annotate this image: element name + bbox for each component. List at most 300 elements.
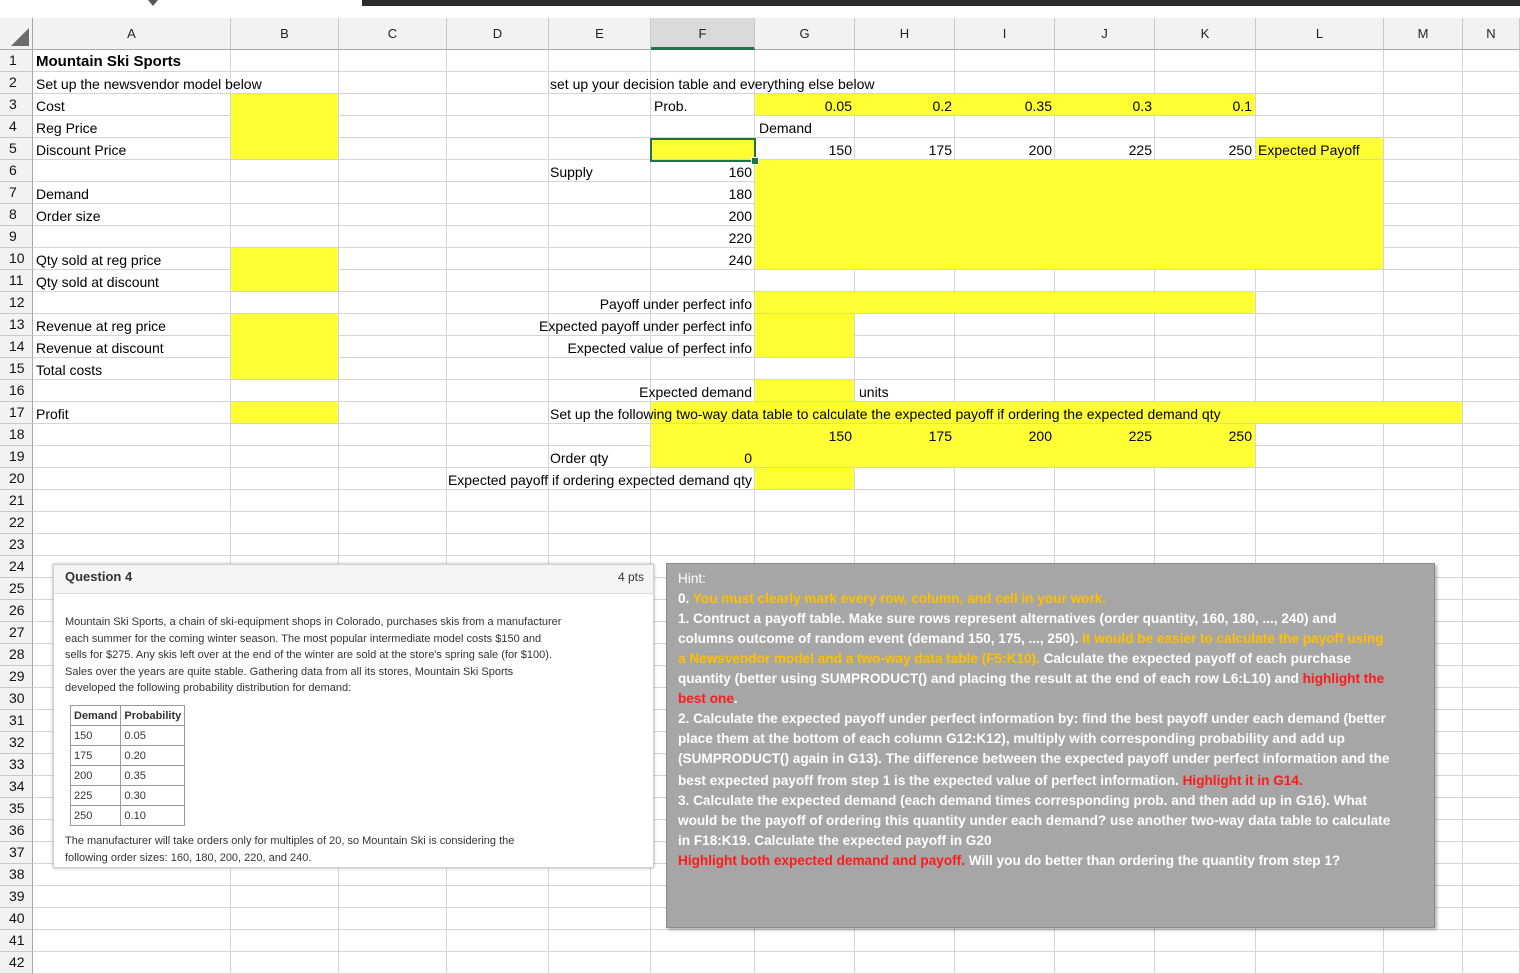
grid-cell[interactable]: [231, 226, 339, 248]
grid-cell[interactable]: [855, 512, 955, 534]
grid-cell[interactable]: [549, 930, 651, 952]
grid-cell[interactable]: [955, 358, 1055, 380]
grid-cell[interactable]: [1384, 358, 1463, 380]
column-header-F[interactable]: F: [651, 18, 755, 50]
grid-cell[interactable]: [1463, 578, 1520, 600]
row-header-2[interactable]: 2: [0, 72, 33, 94]
grid-cell[interactable]: [447, 424, 549, 446]
grid-cell[interactable]: [1055, 358, 1155, 380]
row-header-7[interactable]: 7: [0, 182, 33, 204]
grid-cell[interactable]: [1256, 72, 1384, 94]
grid-cell[interactable]: [339, 336, 447, 358]
row-header-11[interactable]: 11: [0, 270, 33, 292]
grid-cell[interactable]: [1155, 358, 1256, 380]
grid-cell[interactable]: [1463, 842, 1520, 864]
row-header-28[interactable]: 28: [0, 644, 33, 666]
grid-cell[interactable]: [855, 358, 955, 380]
dropdown-arrow-icon[interactable]: [148, 0, 158, 6]
grid-cell[interactable]: [1463, 182, 1520, 204]
row-header-22[interactable]: 22: [0, 512, 33, 534]
grid-cell[interactable]: [231, 446, 339, 468]
grid-cell[interactable]: [755, 930, 855, 952]
row-header-33[interactable]: 33: [0, 754, 33, 776]
grid-cell[interactable]: [549, 248, 651, 270]
grid-cell[interactable]: [1384, 204, 1463, 226]
grid-cell[interactable]: [1155, 534, 1256, 556]
grid-cell[interactable]: [1055, 952, 1155, 974]
active-cell-F5[interactable]: [650, 138, 756, 162]
grid-cell[interactable]: [755, 512, 855, 534]
grid-cell[interactable]: [1256, 446, 1384, 468]
grid-cell[interactable]: [1256, 292, 1384, 314]
grid-cell[interactable]: [1384, 930, 1463, 952]
row-header-36[interactable]: 36: [0, 820, 33, 842]
grid-cell[interactable]: [231, 512, 339, 534]
grid-cell[interactable]: [1055, 512, 1155, 534]
grid-cell[interactable]: [549, 94, 651, 116]
grid-cell[interactable]: [1055, 50, 1155, 72]
column-header-E[interactable]: E: [549, 18, 651, 50]
grid-cell[interactable]: [231, 908, 339, 930]
grid-cell[interactable]: [1384, 160, 1463, 182]
grid-cell[interactable]: [1463, 116, 1520, 138]
grid-cell[interactable]: [1384, 336, 1463, 358]
grid-cell[interactable]: [33, 226, 231, 248]
grid-cell[interactable]: [339, 534, 447, 556]
grid-cell[interactable]: [1256, 490, 1384, 512]
column-header-I[interactable]: I: [955, 18, 1055, 50]
row-header-12[interactable]: 12: [0, 292, 33, 314]
grid-cell[interactable]: [1055, 314, 1155, 336]
row-header-40[interactable]: 40: [0, 908, 33, 930]
grid-cell[interactable]: [1384, 380, 1463, 402]
grid-cell[interactable]: [33, 160, 231, 182]
grid-cell[interactable]: [1256, 358, 1384, 380]
grid-cell[interactable]: [339, 930, 447, 952]
grid-cell[interactable]: [1463, 314, 1520, 336]
grid-cell[interactable]: [339, 94, 447, 116]
row-header-15[interactable]: 15: [0, 358, 33, 380]
grid-cell[interactable]: [1463, 754, 1520, 776]
grid-cell[interactable]: [1256, 424, 1384, 446]
grid-cell[interactable]: [1384, 226, 1463, 248]
grid-cell[interactable]: [955, 50, 1055, 72]
grid-cell[interactable]: [1384, 292, 1463, 314]
row-header-13[interactable]: 13: [0, 314, 33, 336]
grid-cell[interactable]: [1055, 468, 1155, 490]
grid-cell[interactable]: [33, 512, 231, 534]
grid-cell[interactable]: [1463, 644, 1520, 666]
grid-cell[interactable]: [339, 292, 447, 314]
grid-cell[interactable]: [755, 534, 855, 556]
grid-cell[interactable]: [1463, 930, 1520, 952]
grid-cell[interactable]: [1256, 512, 1384, 534]
column-header-M[interactable]: M: [1384, 18, 1463, 50]
grid-cell[interactable]: [33, 952, 231, 974]
grid-cell[interactable]: [1463, 556, 1520, 578]
grid-cell[interactable]: [1384, 270, 1463, 292]
grid-cell[interactable]: [549, 226, 651, 248]
grid-cell[interactable]: [1384, 424, 1463, 446]
row-header-19[interactable]: 19: [0, 446, 33, 468]
grid-cell[interactable]: [447, 116, 549, 138]
highlighted-cells[interactable]: [755, 380, 854, 401]
grid-cell[interactable]: [1384, 248, 1463, 270]
column-header-N[interactable]: N: [1463, 18, 1520, 50]
grid-cell[interactable]: [1463, 688, 1520, 710]
grid-cell[interactable]: [231, 182, 339, 204]
grid-cell[interactable]: [1463, 534, 1520, 556]
row-header-3[interactable]: 3: [0, 94, 33, 116]
grid-cell[interactable]: [1155, 336, 1256, 358]
highlighted-cells[interactable]: [755, 468, 854, 489]
grid-cell[interactable]: [447, 402, 549, 424]
grid-cell[interactable]: [33, 424, 231, 446]
grid-cell[interactable]: [755, 490, 855, 512]
grid-cell[interactable]: [651, 930, 755, 952]
grid-cell[interactable]: [855, 952, 955, 974]
row-header-27[interactable]: 27: [0, 622, 33, 644]
row-header-42[interactable]: 42: [0, 952, 33, 974]
grid-cell[interactable]: [1463, 402, 1520, 424]
grid-cell[interactable]: [1463, 622, 1520, 644]
column-header-C[interactable]: C: [339, 18, 447, 50]
grid-cell[interactable]: [855, 314, 955, 336]
grid-cell[interactable]: [447, 446, 549, 468]
row-header-9[interactable]: 9: [0, 226, 33, 248]
grid-cell[interactable]: [955, 512, 1055, 534]
grid-cell[interactable]: [231, 490, 339, 512]
grid-cell[interactable]: [855, 930, 955, 952]
grid-cell[interactable]: [549, 908, 651, 930]
grid-cell[interactable]: [231, 930, 339, 952]
grid-cell[interactable]: [1463, 94, 1520, 116]
row-header-38[interactable]: 38: [0, 864, 33, 886]
grid-cell[interactable]: [855, 270, 955, 292]
grid-cell[interactable]: [1256, 94, 1384, 116]
grid-cell[interactable]: [549, 116, 651, 138]
grid-cell[interactable]: [1384, 512, 1463, 534]
grid-cell[interactable]: [33, 380, 231, 402]
grid-cell[interactable]: [1155, 380, 1256, 402]
grid-cell[interactable]: [339, 424, 447, 446]
grid-cell[interactable]: [549, 204, 651, 226]
grid-cell[interactable]: [855, 336, 955, 358]
grid-cell[interactable]: [1384, 182, 1463, 204]
grid-cell[interactable]: [339, 248, 447, 270]
grid-cell[interactable]: [1463, 358, 1520, 380]
column-header-B[interactable]: B: [231, 18, 339, 50]
row-header-35[interactable]: 35: [0, 798, 33, 820]
grid-cell[interactable]: [1256, 270, 1384, 292]
grid-cell[interactable]: [339, 908, 447, 930]
grid-cell[interactable]: [1463, 600, 1520, 622]
grid-cell[interactable]: [549, 182, 651, 204]
grid-cell[interactable]: [549, 490, 651, 512]
grid-cell[interactable]: [1463, 270, 1520, 292]
grid-cell[interactable]: [447, 226, 549, 248]
row-header-41[interactable]: 41: [0, 930, 33, 952]
grid-cell[interactable]: [549, 534, 651, 556]
highlighted-cells[interactable]: [231, 94, 338, 159]
grid-cell[interactable]: [1463, 248, 1520, 270]
grid-cell[interactable]: [1256, 314, 1384, 336]
row-header-8[interactable]: 8: [0, 204, 33, 226]
column-header-D[interactable]: D: [447, 18, 549, 50]
grid-cell[interactable]: [447, 534, 549, 556]
grid-cell[interactable]: [1463, 336, 1520, 358]
grid-cell[interactable]: [955, 314, 1055, 336]
grid-cell[interactable]: [447, 248, 549, 270]
row-header-31[interactable]: 31: [0, 710, 33, 732]
grid-cell[interactable]: [1256, 930, 1384, 952]
grid-cell[interactable]: [755, 952, 855, 974]
grid-cell[interactable]: [549, 512, 651, 534]
grid-cell[interactable]: [447, 182, 549, 204]
grid-cell[interactable]: [1463, 292, 1520, 314]
grid-cell[interactable]: [1055, 116, 1155, 138]
grid-cell[interactable]: [231, 534, 339, 556]
grid-cell[interactable]: [1384, 138, 1463, 160]
grid-cell[interactable]: [855, 468, 955, 490]
row-header-23[interactable]: 23: [0, 534, 33, 556]
grid-cell[interactable]: [339, 138, 447, 160]
grid-cell[interactable]: [447, 930, 549, 952]
column-header-L[interactable]: L: [1256, 18, 1384, 50]
row-header-34[interactable]: 34: [0, 776, 33, 798]
grid-cell[interactable]: [1463, 776, 1520, 798]
grid-cell[interactable]: [1463, 952, 1520, 974]
grid-cell[interactable]: [651, 50, 755, 72]
grid-cell[interactable]: [33, 534, 231, 556]
grid-cell[interactable]: [955, 116, 1055, 138]
grid-cell[interactable]: [955, 534, 1055, 556]
grid-cell[interactable]: [1463, 380, 1520, 402]
grid-cell[interactable]: [549, 138, 651, 160]
grid-cell[interactable]: [33, 490, 231, 512]
grid-cell[interactable]: [1463, 50, 1520, 72]
row-header-37[interactable]: 37: [0, 842, 33, 864]
grid-cell[interactable]: [1256, 116, 1384, 138]
grid-cell[interactable]: [855, 116, 955, 138]
grid-cell[interactable]: [651, 952, 755, 974]
grid-cell[interactable]: [447, 72, 549, 94]
grid-cell[interactable]: [447, 138, 549, 160]
grid-cell[interactable]: [231, 204, 339, 226]
grid-cell[interactable]: [231, 160, 339, 182]
row-header-30[interactable]: 30: [0, 688, 33, 710]
grid-cell[interactable]: [339, 402, 447, 424]
grid-cell[interactable]: [1463, 446, 1520, 468]
grid-cell[interactable]: [339, 182, 447, 204]
grid-cell[interactable]: [1463, 490, 1520, 512]
grid-cell[interactable]: [1155, 468, 1256, 490]
grid-cell[interactable]: [1055, 930, 1155, 952]
grid-cell[interactable]: [1055, 490, 1155, 512]
row-header-25[interactable]: 25: [0, 578, 33, 600]
grid-cell[interactable]: [33, 292, 231, 314]
grid-cell[interactable]: [955, 336, 1055, 358]
highlighted-cells[interactable]: [231, 402, 338, 423]
grid-cell[interactable]: [447, 50, 549, 72]
grid-cell[interactable]: [1463, 226, 1520, 248]
grid-cell[interactable]: [33, 468, 231, 490]
grid-cell[interactable]: [1384, 468, 1463, 490]
grid-cell[interactable]: [651, 512, 755, 534]
grid-cell[interactable]: [955, 930, 1055, 952]
grid-cell[interactable]: [1384, 952, 1463, 974]
grid-cell[interactable]: [549, 952, 651, 974]
grid-cell[interactable]: [33, 886, 231, 908]
grid-cell[interactable]: [447, 490, 549, 512]
row-header-18[interactable]: 18: [0, 424, 33, 446]
grid-cell[interactable]: [955, 490, 1055, 512]
grid-cell[interactable]: [1256, 336, 1384, 358]
grid-cell[interactable]: [447, 908, 549, 930]
grid-cell[interactable]: [1384, 116, 1463, 138]
grid-cell[interactable]: [339, 50, 447, 72]
row-header-10[interactable]: 10: [0, 248, 33, 270]
grid-cell[interactable]: [955, 468, 1055, 490]
row-header-16[interactable]: 16: [0, 380, 33, 402]
column-header-K[interactable]: K: [1155, 18, 1256, 50]
grid-cell[interactable]: [1155, 270, 1256, 292]
row-header-20[interactable]: 20: [0, 468, 33, 490]
grid-cell[interactable]: [651, 116, 755, 138]
grid-cell[interactable]: [1463, 908, 1520, 930]
grid-cell[interactable]: [231, 50, 339, 72]
grid-cell[interactable]: [447, 160, 549, 182]
grid-cell[interactable]: [447, 952, 549, 974]
grid-cell[interactable]: [755, 358, 855, 380]
grid-cell[interactable]: [33, 908, 231, 930]
grid-cell[interactable]: [1055, 380, 1155, 402]
grid-cell[interactable]: [1256, 50, 1384, 72]
grid-cell[interactable]: [1155, 116, 1256, 138]
grid-cell[interactable]: [855, 50, 955, 72]
row-header-26[interactable]: 26: [0, 600, 33, 622]
grid-cell[interactable]: [447, 358, 549, 380]
column-header-J[interactable]: J: [1055, 18, 1155, 50]
grid-cell[interactable]: [1463, 512, 1520, 534]
grid-cell[interactable]: [1463, 666, 1520, 688]
row-header-17[interactable]: 17: [0, 402, 33, 424]
grid-cell[interactable]: [339, 314, 447, 336]
grid-cell[interactable]: [33, 446, 231, 468]
grid-cell[interactable]: [447, 204, 549, 226]
grid-cell[interactable]: [1256, 468, 1384, 490]
highlighted-cells[interactable]: [755, 314, 854, 357]
grid-cell[interactable]: [1155, 50, 1256, 72]
grid-cell[interactable]: [339, 270, 447, 292]
grid-cell[interactable]: [339, 72, 447, 94]
row-header-24[interactable]: 24: [0, 556, 33, 578]
grid-cell[interactable]: [651, 490, 755, 512]
grid-cell[interactable]: [339, 490, 447, 512]
grid-cell[interactable]: [1463, 468, 1520, 490]
grid-cell[interactable]: [231, 424, 339, 446]
select-all-corner[interactable]: [0, 18, 33, 50]
row-header-5[interactable]: 5: [0, 138, 33, 160]
grid-cell[interactable]: [651, 358, 755, 380]
row-header-39[interactable]: 39: [0, 886, 33, 908]
grid-cell[interactable]: [549, 886, 651, 908]
grid-cell[interactable]: [1384, 490, 1463, 512]
column-header-A[interactable]: A: [33, 18, 231, 50]
grid-cell[interactable]: [1384, 50, 1463, 72]
grid-cell[interactable]: [1463, 138, 1520, 160]
row-header-32[interactable]: 32: [0, 732, 33, 754]
grid-cell[interactable]: [339, 952, 447, 974]
grid-cell[interactable]: [1463, 710, 1520, 732]
grid-cell[interactable]: [1463, 820, 1520, 842]
grid-cell[interactable]: [339, 116, 447, 138]
grid-cell[interactable]: [1055, 72, 1155, 94]
grid-cell[interactable]: [1384, 446, 1463, 468]
grid-cell[interactable]: [1463, 864, 1520, 886]
row-header-1[interactable]: 1: [0, 50, 33, 72]
grid-cell[interactable]: [755, 50, 855, 72]
row-header-14[interactable]: 14: [0, 336, 33, 358]
grid-cell[interactable]: [1463, 798, 1520, 820]
grid-cell[interactable]: [755, 270, 855, 292]
grid-cell[interactable]: [231, 292, 339, 314]
grid-cell[interactable]: [549, 270, 651, 292]
grid-cell[interactable]: [1463, 160, 1520, 182]
grid-cell[interactable]: [651, 270, 755, 292]
grid-cell[interactable]: [447, 270, 549, 292]
row-header-4[interactable]: 4: [0, 116, 33, 138]
grid-cell[interactable]: [549, 358, 651, 380]
grid-cell[interactable]: [447, 94, 549, 116]
highlighted-cells[interactable]: [231, 314, 338, 379]
grid-cell[interactable]: [339, 204, 447, 226]
grid-cell[interactable]: [1463, 204, 1520, 226]
grid-cell[interactable]: [855, 490, 955, 512]
grid-cell[interactable]: [231, 380, 339, 402]
grid-cell[interactable]: [1384, 534, 1463, 556]
grid-cell[interactable]: [1256, 534, 1384, 556]
grid-cell[interactable]: [339, 380, 447, 402]
grid-cell[interactable]: [855, 534, 955, 556]
grid-cell[interactable]: [955, 270, 1055, 292]
grid-cell[interactable]: [231, 886, 339, 908]
grid-cell[interactable]: [549, 424, 651, 446]
grid-cell[interactable]: [339, 512, 447, 534]
grid-cell[interactable]: [1384, 314, 1463, 336]
grid-cell[interactable]: [231, 952, 339, 974]
grid-cell[interactable]: [33, 930, 231, 952]
grid-cell[interactable]: [651, 534, 755, 556]
grid-cell[interactable]: [447, 512, 549, 534]
grid-cell[interactable]: [1256, 952, 1384, 974]
grid-cell[interactable]: [1055, 270, 1155, 292]
grid-cell[interactable]: [1155, 512, 1256, 534]
grid-cell[interactable]: [339, 226, 447, 248]
row-header-6[interactable]: 6: [0, 160, 33, 182]
row-header-29[interactable]: 29: [0, 666, 33, 688]
column-header-H[interactable]: H: [855, 18, 955, 50]
grid-cell[interactable]: [339, 358, 447, 380]
grid-cell[interactable]: [1463, 72, 1520, 94]
grid-cell[interactable]: [339, 886, 447, 908]
hint-textbox[interactable]: [666, 563, 1435, 928]
grid-cell[interactable]: [1155, 952, 1256, 974]
grid-cell[interactable]: [1155, 490, 1256, 512]
highlighted-cells[interactable]: [755, 292, 1255, 313]
grid-cell[interactable]: [1384, 94, 1463, 116]
grid-cell[interactable]: [1463, 732, 1520, 754]
